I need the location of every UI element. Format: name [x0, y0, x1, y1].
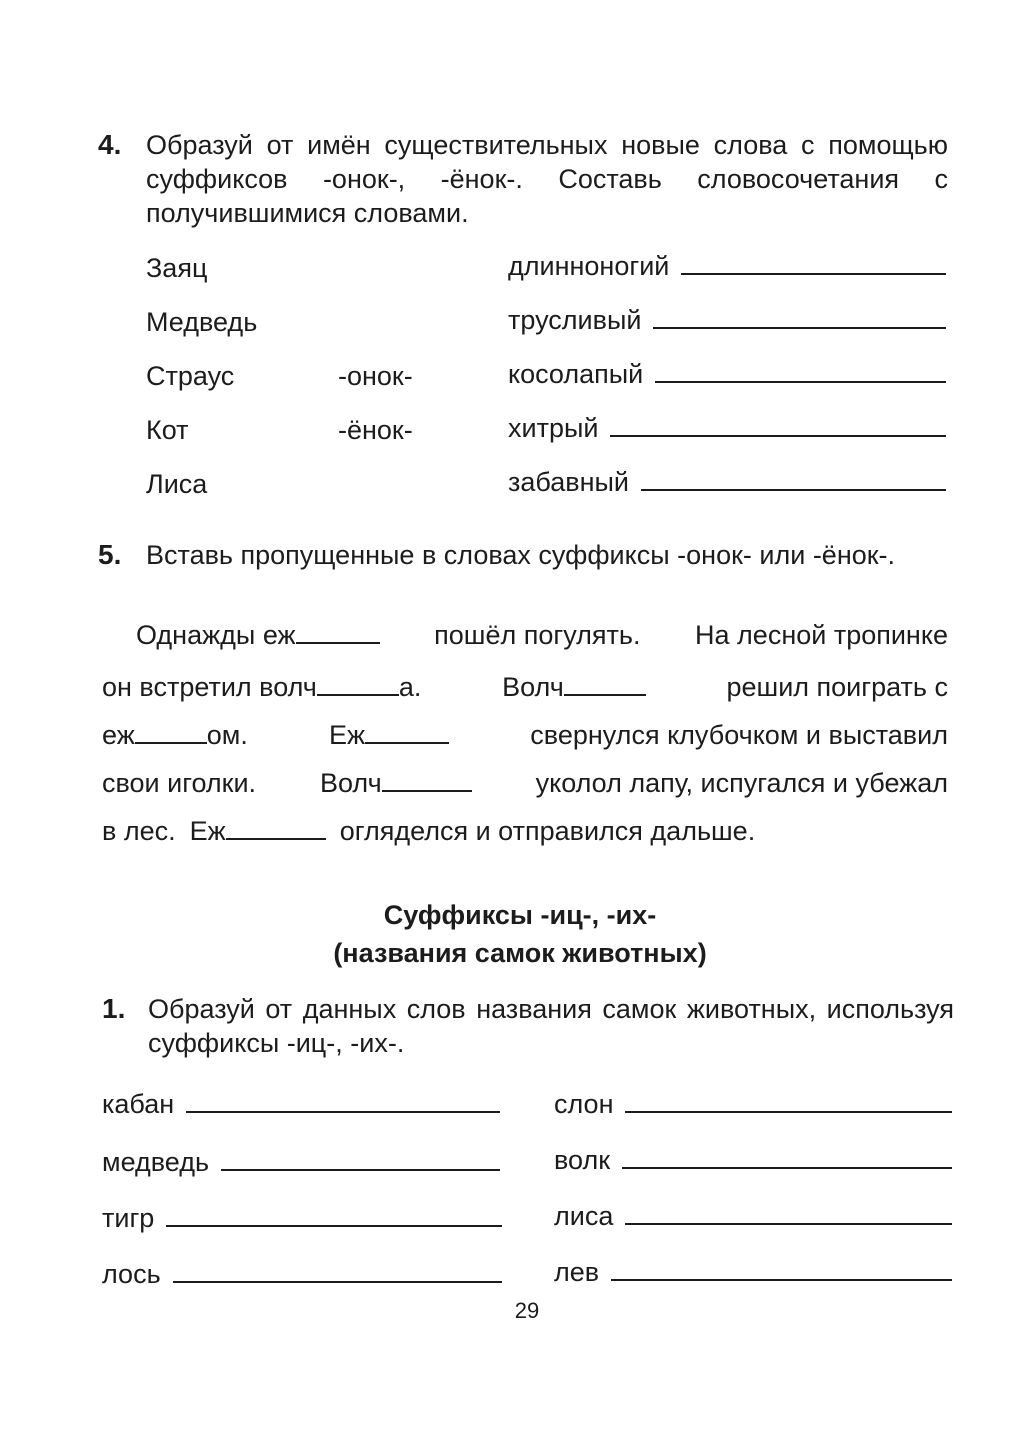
answer-line[interactable] — [622, 1145, 952, 1169]
adjective-row — [508, 466, 946, 498]
story-text: решил поиграть с — [726, 672, 948, 702]
animal-word: кабан — [102, 1089, 175, 1119]
adjective-row — [508, 250, 946, 282]
suffix-onok: -онок- — [338, 361, 413, 391]
answer-line[interactable] — [173, 1259, 502, 1283]
answer-line[interactable] — [611, 1257, 952, 1281]
story-text: ом. — [206, 720, 248, 750]
task-5 — [98, 538, 950, 572]
answer-line[interactable] — [641, 467, 946, 491]
animal-word-row — [554, 1200, 952, 1232]
task-4-instruction: Образуй от имён существительных новые слова с помощью суффиксов -онок-, -ёнок-. Составь словосочетания с получившимися словами. — [146, 130, 948, 228]
page-number: 29 — [514, 1298, 540, 1323]
task-5-instruction: Вставь пропущенные в словах суффиксы -онок- или -ёнок-. — [146, 540, 896, 570]
suffix-blank[interactable] — [564, 672, 646, 696]
adjective-label: хитрый — [508, 413, 599, 443]
answer-line[interactable] — [221, 1147, 500, 1171]
story-text: Еж — [329, 720, 366, 750]
animal-word: лев — [554, 1257, 600, 1287]
story-text: уколол лапу, испугался и убежал — [535, 768, 948, 798]
story-line-5 — [102, 816, 948, 850]
answer-line[interactable] — [610, 413, 946, 437]
suffix-blank[interactable] — [226, 816, 326, 840]
animal-word: лось — [102, 1259, 161, 1289]
animal-word: слон — [554, 1089, 614, 1119]
animal-word-row — [102, 1088, 500, 1120]
animal-word-row — [102, 1258, 502, 1290]
task-4 — [98, 128, 948, 230]
adjective-label: косолапый — [508, 359, 644, 389]
story-text: На лесной тропинке — [695, 620, 948, 650]
task-1 — [102, 992, 954, 1060]
section-title-line-2: (названия самок животных) — [333, 938, 707, 968]
noun-kot: Кот — [146, 415, 189, 445]
adjective-label: забавный — [508, 467, 629, 497]
adjective-row — [508, 358, 946, 390]
animal-word-row — [554, 1256, 952, 1288]
story-text: пошёл погулять. — [434, 620, 641, 650]
story-text: Волч — [502, 672, 564, 702]
story-text: Волч — [319, 768, 382, 798]
story-text: он встретил волч — [102, 672, 317, 702]
adjective-row — [508, 304, 946, 336]
section-title-line-1: Суффиксы -иц-, -их- — [383, 900, 657, 930]
animal-word: тигр — [102, 1203, 155, 1233]
story-text: в лес. — [102, 816, 176, 846]
adjective-label: трусливый — [508, 305, 642, 335]
animal-word: волк — [554, 1145, 611, 1175]
answer-line[interactable] — [681, 251, 946, 275]
animal-word-row — [102, 1146, 500, 1178]
story-text: Однажды еж — [136, 620, 296, 650]
noun-zayac: Заяц — [146, 253, 208, 283]
suffix-yonok: -ёнок- — [338, 415, 413, 445]
answer-line[interactable] — [653, 305, 946, 329]
answer-line[interactable] — [655, 359, 946, 383]
animal-word-row — [102, 1202, 502, 1234]
animal-word-row — [554, 1088, 952, 1120]
animal-word-row — [554, 1144, 952, 1176]
animal-word: медведь — [102, 1147, 210, 1177]
story-text: Еж — [189, 816, 226, 846]
answer-line[interactable] — [186, 1089, 500, 1113]
story-line-1 — [136, 620, 948, 654]
task-1-number: 1. — [102, 993, 126, 1024]
suffix-blank[interactable] — [135, 720, 207, 744]
suffix-blank[interactable] — [382, 768, 472, 792]
task-1-instruction: Образуй от данных слов названия самок животных, используя суффиксы -иц-, -их-. — [148, 994, 954, 1058]
story-line-3 — [102, 720, 948, 754]
suffix-blank[interactable] — [317, 672, 399, 696]
noun-straus: Страус — [146, 361, 235, 391]
story-text: свои иголки. — [102, 768, 257, 798]
answer-line[interactable] — [166, 1203, 502, 1227]
story-text: а. — [398, 672, 422, 702]
story-text: огляделся и отправился дальше. — [339, 816, 756, 846]
answer-line[interactable] — [625, 1089, 952, 1113]
adjective-row — [508, 412, 946, 444]
task-4-number: 4. — [98, 129, 122, 160]
answer-line[interactable] — [625, 1201, 952, 1225]
task-5-number: 5. — [98, 539, 122, 570]
section-heading — [0, 896, 1024, 972]
story-line-2 — [102, 672, 948, 706]
animal-word: лиса — [554, 1201, 614, 1231]
story-text: свернулся клубочком и выставил — [530, 720, 948, 750]
suffix-blank[interactable] — [365, 720, 449, 744]
noun-medved: Медведь — [146, 307, 258, 337]
noun-lisa: Лиса — [146, 469, 208, 499]
adjective-label: длинноногий — [508, 251, 670, 281]
suffix-blank[interactable] — [296, 620, 380, 644]
story-line-4 — [102, 768, 948, 802]
story-text: еж — [102, 720, 135, 750]
